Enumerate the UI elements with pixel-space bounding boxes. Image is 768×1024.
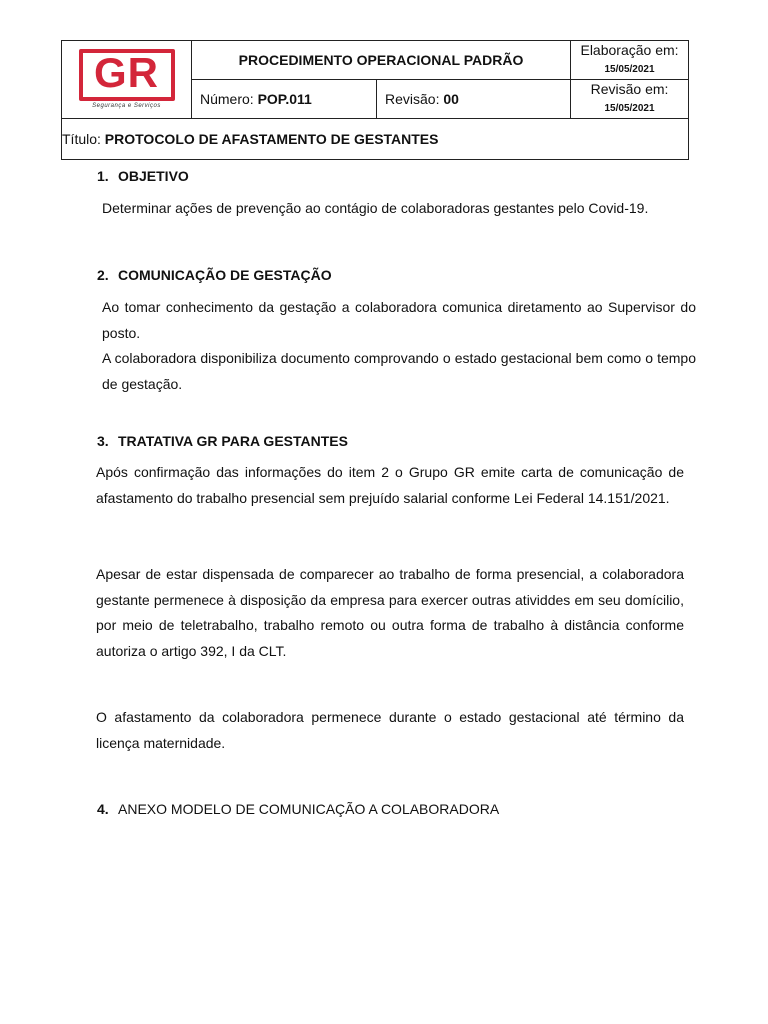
doc-type-title: PROCEDIMENTO OPERACIONAL PADRÃO — [192, 41, 571, 80]
revisao-em-cell — [571, 80, 689, 119]
elaboracao-label: Elaboração em: — [580, 42, 679, 58]
revisao-value: 00 — [443, 91, 459, 107]
document-header-table — [61, 40, 689, 160]
titulo-label: Título: — [62, 131, 101, 147]
numero-label: Número: — [200, 91, 254, 107]
revisao-label: Revisão: — [385, 91, 440, 107]
section-2-paragraph-2: A colaboradora disponibiliza documento comprovando o estado gestacional bem como o tempo de gestação. — [102, 350, 696, 392]
section-2-paragraph-1: Ao tomar conhecimento da gestação a colaboradora comunica diretamento ao Supervisor do posto. — [102, 299, 696, 341]
numero-cell — [192, 80, 377, 119]
section-2-heading: 2. COMUNICAÇÃO DE GESTAÇÃO — [97, 267, 332, 283]
section-3-paragraph-1: Após confirmação das informações do item 2 o Grupo GR emite carta de comunicação de afastamento do trabalho presencial sem prejuído salarial conforme Lei Federal 14.151/2021. — [96, 464, 684, 506]
section-3-paragraph-2: Apesar de estar dispensada de comparecer ao trabalho de forma presencial, a colaboradora gestante permenece à disposição da empresa para exercer outras atividdes em seu domícilio, por meio de teletrabalho, trabalho remoto ou outra forma de trabalho à distância conforme autoriza o artigo 392, I da CLT. — [96, 566, 684, 659]
logo-cell — [62, 41, 192, 119]
numero-value: POP.011 — [257, 91, 312, 107]
section-4-heading: 4. ANEXO MODELO DE COMUNICAÇÃO A COLABORADORA — [97, 801, 500, 817]
elaboracao-cell — [571, 41, 689, 80]
section-3-paragraph-3: O afastamento da colaboradora permenece durante o estado gestacional até término da licença maternidade. — [96, 709, 684, 751]
logo-text: GR — [94, 48, 159, 96]
section-1-paragraph-1: Determinar ações de prevenção ao contágio de colaboradoras gestantes pelo Covid-19. — [102, 200, 649, 216]
logo-subtext: Segurança e Serviços — [92, 102, 161, 109]
titulo-cell — [62, 119, 689, 160]
company-logo — [75, 47, 179, 113]
revisao-em-label: Revisão em: — [590, 81, 669, 97]
revisao-em-date: 15/05/2021 — [604, 103, 655, 114]
revisao-cell — [377, 80, 571, 119]
section-3-heading: 3. TRATATIVA GR PARA GESTANTES — [97, 433, 348, 449]
elaboracao-date: 15/05/2021 — [604, 64, 655, 75]
section-1-heading: 1. OBJETIVO — [97, 168, 189, 184]
titulo-value: PROTOCOLO DE AFASTAMENTO DE GESTANTES — [104, 131, 439, 147]
